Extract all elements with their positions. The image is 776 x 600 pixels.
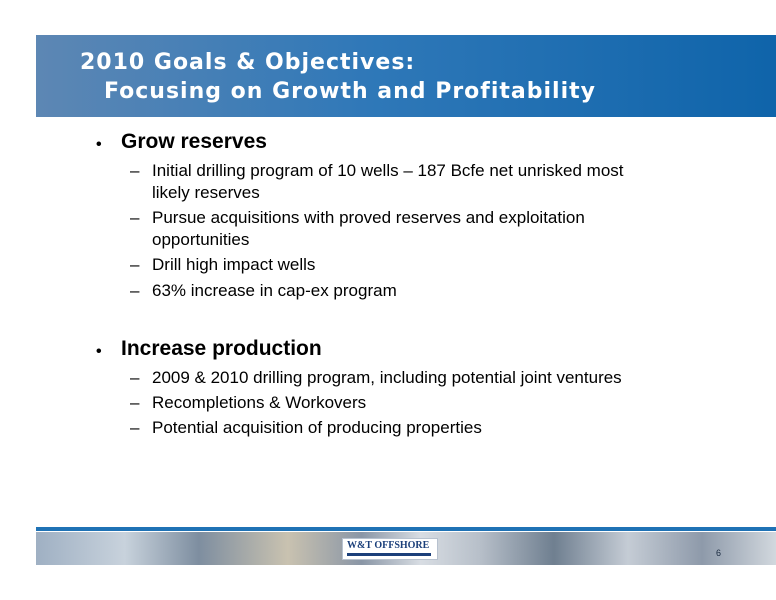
dash-icon: – <box>130 418 140 437</box>
company-logo <box>342 538 438 560</box>
dash-icon: – <box>130 255 140 274</box>
list-item-text: Pursue acquisitions with proved reserves and exploitation opportunities <box>152 208 585 249</box>
slide-title-line-1: 2010 Goals & Objectives: <box>80 50 416 75</box>
dash-icon: – <box>130 161 140 180</box>
list-item-text: 2009 & 2010 drilling program, including potential joint ventures <box>152 368 622 387</box>
dash-icon: – <box>130 281 140 300</box>
list-item-text: 63% increase in cap-ex program <box>152 281 397 300</box>
page-number: 6 <box>716 548 722 558</box>
dash-icon: – <box>130 368 140 387</box>
logo-wordmark: W&T OFFSHORE <box>347 540 430 551</box>
bullet-icon: • <box>96 136 102 153</box>
list-item-text: Initial drilling program of 10 wells – 187 Bcfe net unrisked most likely reserves <box>152 161 624 202</box>
logo-underline <box>347 553 431 556</box>
list-item-text: Potential acquisition of producing properties <box>152 418 482 437</box>
dash-icon: – <box>130 393 140 412</box>
section-heading-label: Increase production <box>121 337 322 360</box>
title-banner <box>36 35 776 117</box>
dash-icon: – <box>130 208 140 227</box>
list-item-text: Drill high impact wells <box>152 255 316 274</box>
list-item-text: Recompletions & Workovers <box>152 393 367 412</box>
bullet-icon: • <box>96 343 102 360</box>
slide-title-line-2: Focusing on Growth and Profitability <box>104 79 596 104</box>
footer-rule <box>36 527 776 531</box>
section-heading-label: Grow reserves <box>121 130 267 153</box>
